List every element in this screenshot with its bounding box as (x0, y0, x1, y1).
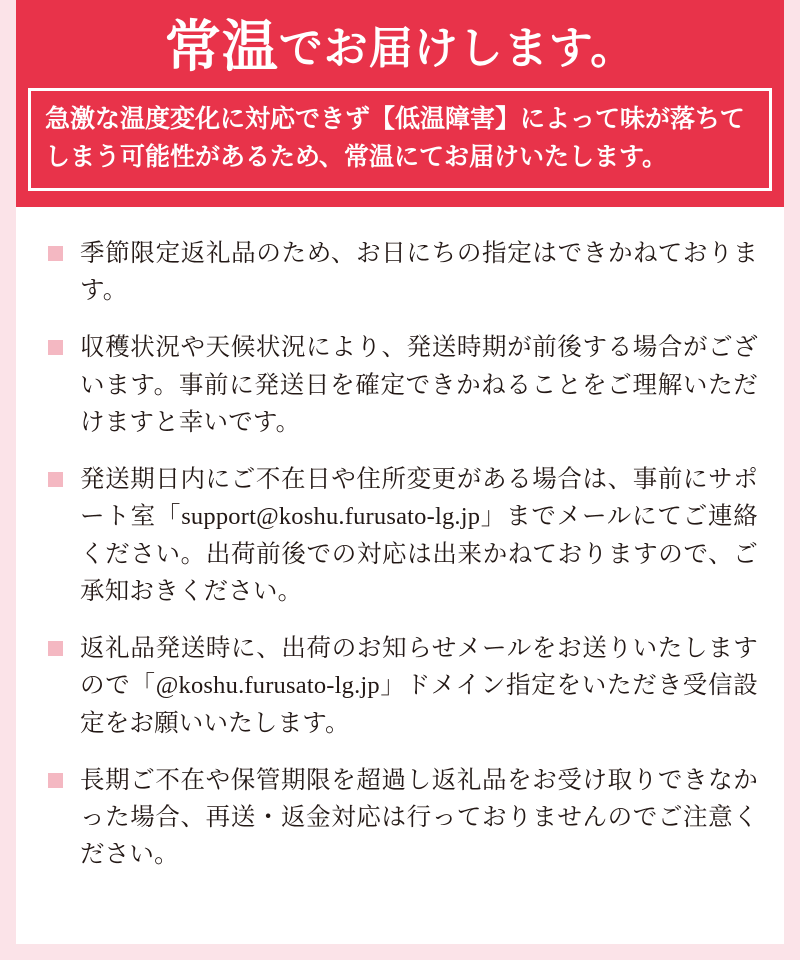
square-bullet-icon (48, 641, 63, 656)
square-bullet-icon (48, 472, 63, 487)
list-item (42, 630, 758, 742)
list-item-text: 季節限定返礼品のため、お日にちの指定はできかねております。 (80, 240, 758, 305)
notes-section (16, 207, 784, 904)
banner-header (16, 0, 784, 207)
title-rest: でお届けします。 (278, 24, 636, 73)
list-item (42, 235, 758, 309)
list-item (42, 329, 758, 441)
list-item (42, 762, 758, 874)
list-item (42, 461, 758, 610)
banner-note: 急激な温度変化に対応できず【低温障害】によって味が落ちてしまう可能性があるため、常温にてお届けいたします。 (28, 88, 772, 191)
title-emphasis: 常温 (164, 17, 279, 79)
notes-list (42, 235, 758, 874)
list-item-text: 長期ご不在や保管期限を超過し返礼品をお受け取りできなかった場合、再送・返金対応は行っておりませんのでご注意ください。 (80, 766, 758, 869)
square-bullet-icon (48, 246, 63, 261)
square-bullet-icon (48, 340, 63, 355)
square-bullet-icon (48, 773, 63, 788)
list-item-text: 発送期日内にご不在日や住所変更がある場合は、事前にサポート室「support@koshu.furusato-lg.jp」までメールにてご連絡ください。出荷前後での対応は出来かねておりますので、ご承知おきください。 (80, 466, 758, 605)
list-item-text: 収穫状況や天候状況により、発送時期が前後する場合がございます。事前に発送日を確定できかねることをご理解いただけますと幸いです。 (80, 334, 758, 436)
page-title (16, 17, 784, 79)
list-item-text: 返礼品発送時に、出荷のお知らせメールをお送りいたしますので「@koshu.furusato-lg.jp」ドメイン指定をいただき受信設定をお願いいたします。 (80, 635, 758, 737)
